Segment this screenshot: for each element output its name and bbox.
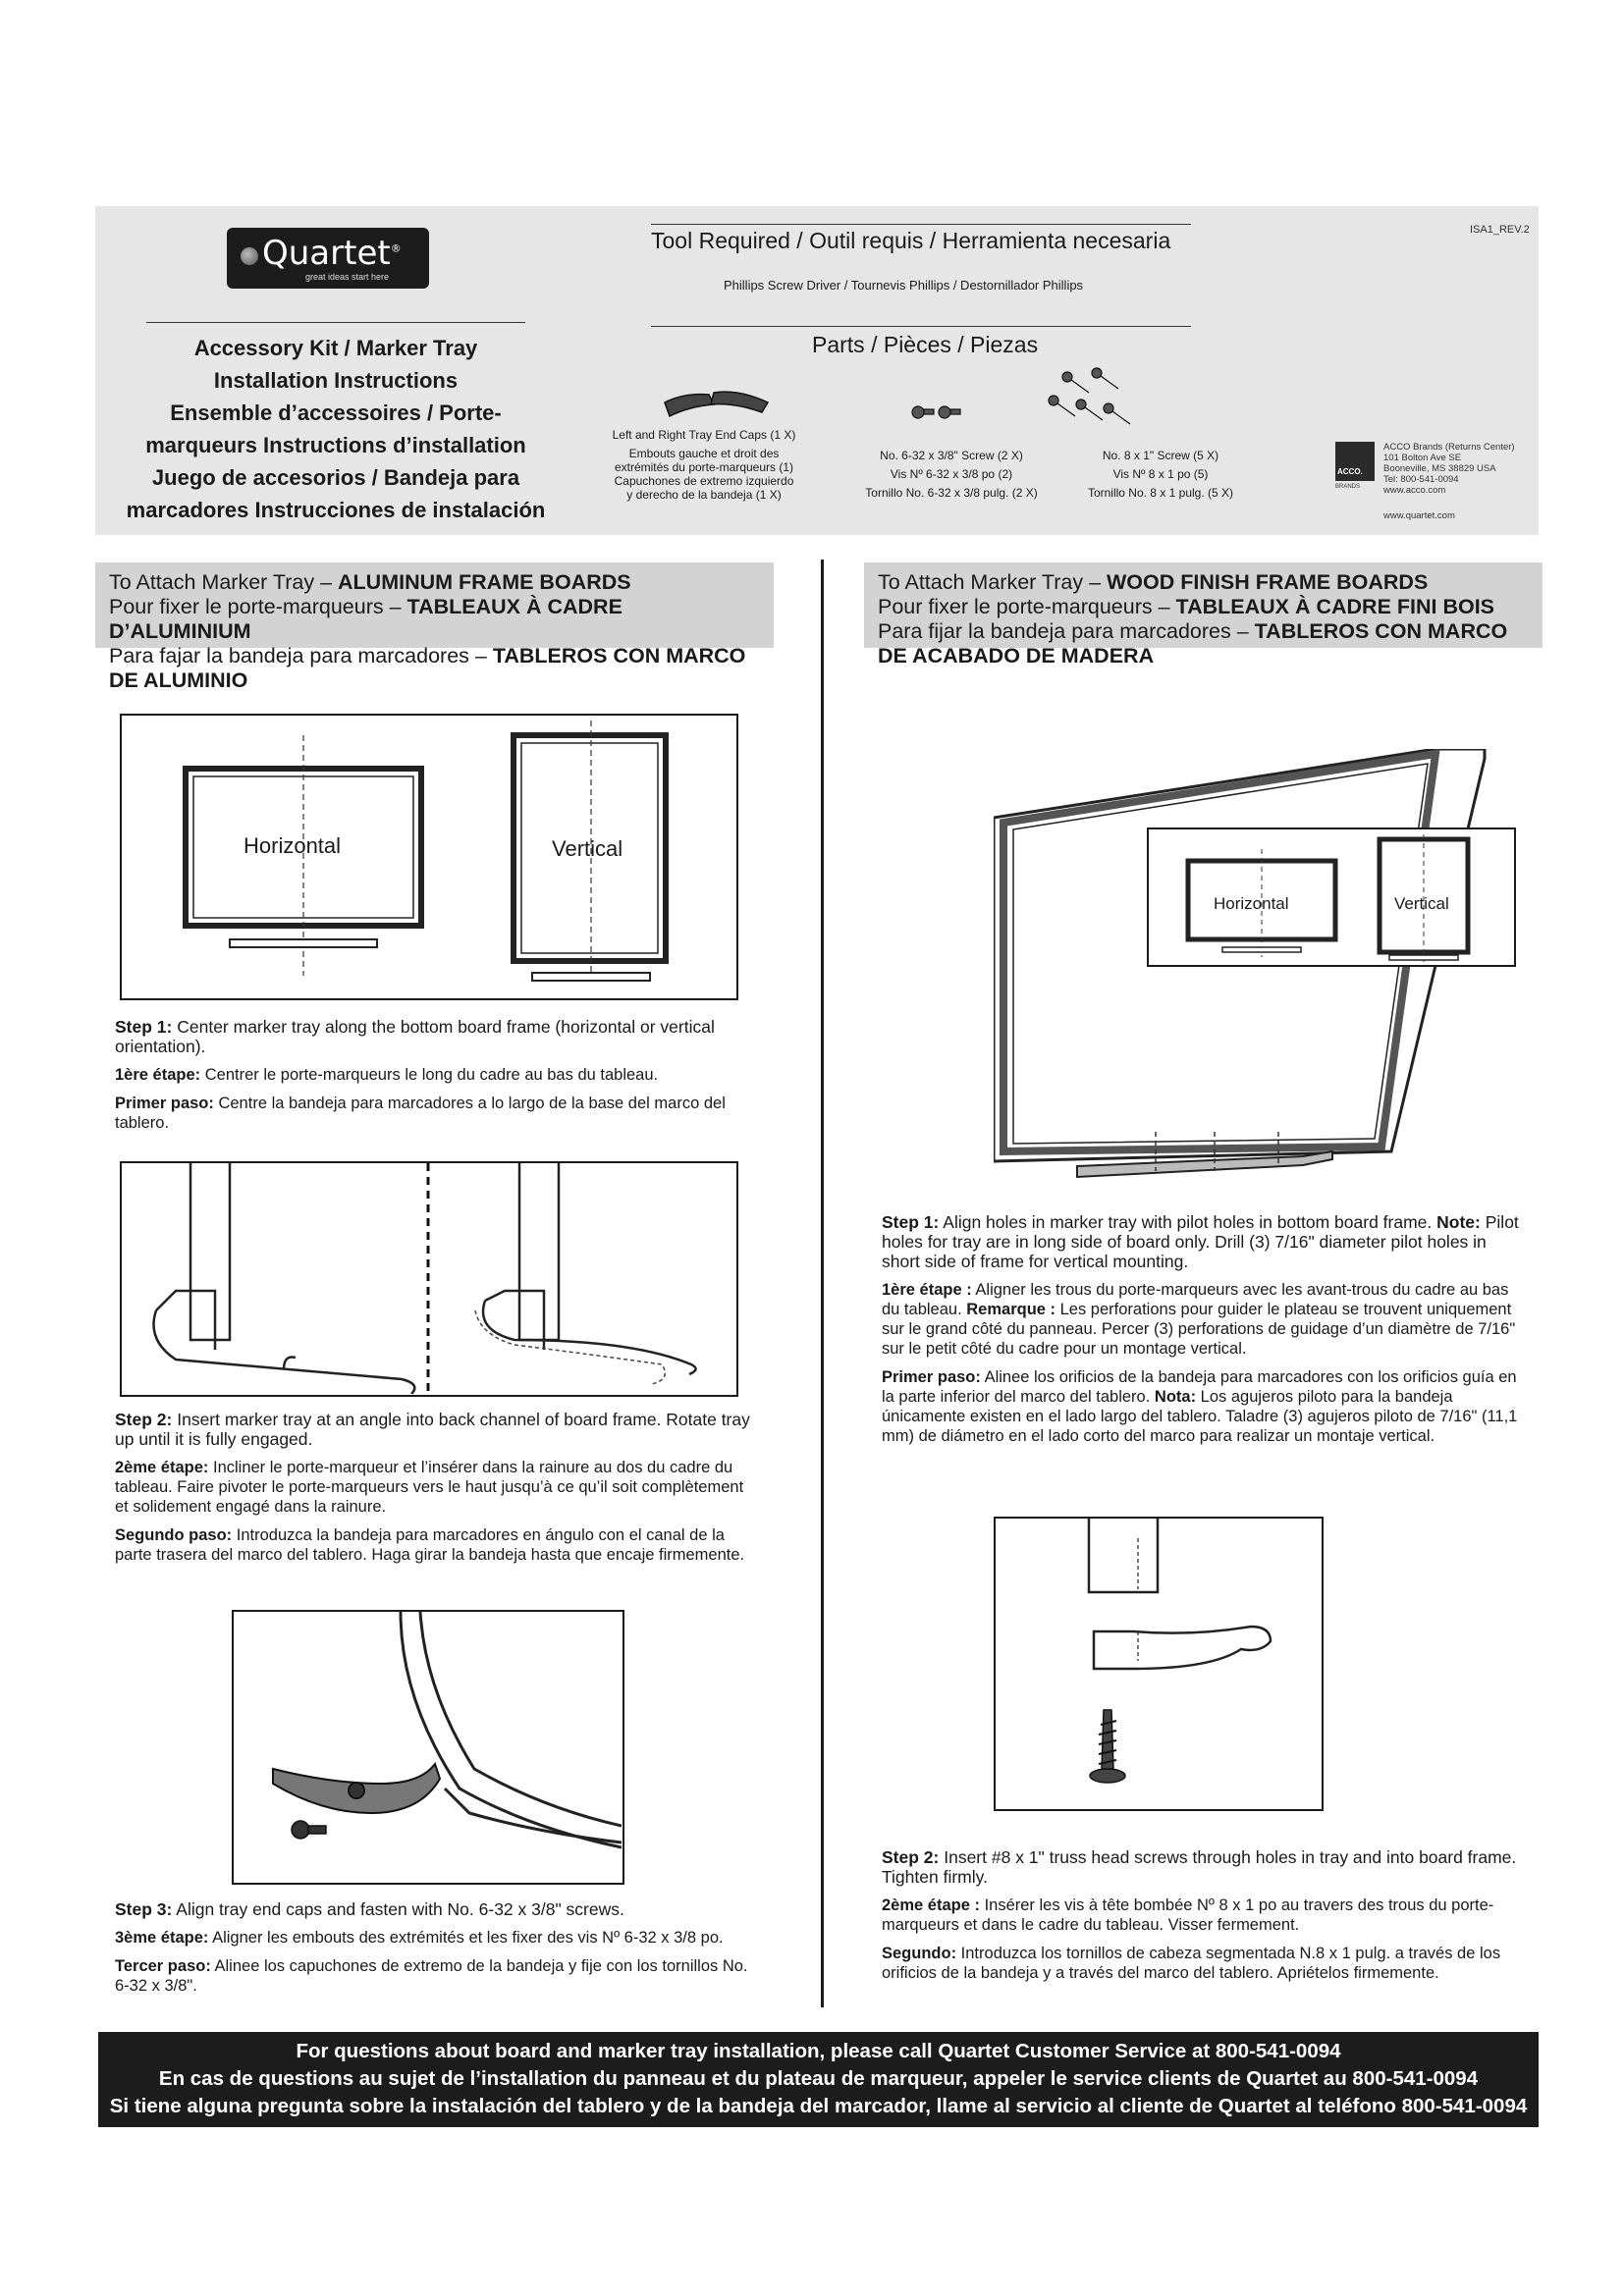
end-cap-part-icon [273, 1764, 440, 1813]
customer-service-footer [98, 2032, 1539, 2127]
footer-line-fr: En cas de questions au sujet de l’installation du panneau et du plateau de marqueur, appeler le service clients de Quartet au 800-541-0094 [158, 2067, 1479, 2090]
wood-board-diagram [994, 749, 1514, 1191]
insert-tray-diagram [122, 1163, 735, 1394]
figure-end-caps [232, 1610, 624, 1885]
horizontal-label: Horizontal [244, 833, 342, 858]
part-caption-long-screw [1057, 447, 1264, 503]
tool-description: Phillips Screw Driver / Tournevis Phillips / Destornillador Phillips [724, 278, 1084, 293]
part-line: Tornillo No. 8 x 1 pulg. (5 X) [1087, 486, 1234, 500]
logo-mark-icon [241, 247, 258, 265]
column-divider [821, 560, 824, 2007]
left-step-1: Step 1: Center marker tray along the bottom board frame (horizontal or vertical orientation). 1ère étape: Centrer le porte-marqueurs le long du cadre au bas du tableau. Primer paso: Centre la bandeja para marcadores a lo largo de la base del marco del tablero. [115, 1017, 726, 1132]
quartet-logo [227, 228, 429, 289]
wood-orientation-diagram [1149, 829, 1514, 965]
logo-tagline: great ideas start here [305, 272, 390, 282]
part-caption-end-caps [606, 428, 802, 502]
figure-truss-screw [994, 1517, 1324, 1811]
kit-title-line: Installation Instructions [213, 368, 459, 393]
tool-required-title: Tool Required / Outil requis / Herramienta necesaria [651, 228, 1171, 253]
figure-insert-tray [120, 1161, 738, 1397]
kit-title-line: marcadores Instrucciones de instalación [126, 498, 546, 522]
quartet-url: www.quartet.com [1383, 510, 1455, 521]
figure-wood-board [994, 749, 1514, 1191]
kit-title-line: Ensemble d’accessoires / Porte- [170, 400, 502, 425]
right-section-heading: To Attach Marker Tray – WOOD FINISH FRAME BOARDS Pour fixer le porte-marqueurs – TABLEAUX À CADRE FINI BOIS Para fijar la bandeja para marcadores – TABLEROS CON MARCO DE ACABADO DE MADERA [864, 562, 1543, 648]
part-line: Capuchones de extremo izquierdo [614, 474, 794, 488]
part-line: Tornillo No. 6-32 x 3/8 pulg. (2 X) [865, 486, 1038, 500]
screw-part-icon [292, 1821, 326, 1839]
header-panel [95, 206, 1539, 535]
revision-code: ISA1_REV.2 [1470, 224, 1530, 236]
kit-title-line: Accessory Kit / Marker Tray [193, 336, 478, 360]
parts-rule [651, 326, 1191, 327]
kit-title-rule [146, 322, 525, 323]
left-step-3: Step 3: Align tray end caps and fasten with No. 6-32 x 3/8" screws. 3ème étape: Aligner les embouts des extrémités et les fixer des vis Nº 6-32 x 3/8 po. Tercer paso: Alinee los capuchones de extremo de la bandeja y fije con los tornillos No. 6-32 x 3/8". [115, 1899, 748, 1995]
footer-line-en: For questions about board and marker tray installation, please call Quartet Customer Service at 800-541-0094 [296, 2040, 1341, 2062]
left-step-2: Step 2: Insert marker tray at an angle into back channel of board frame. Rotate tray up until it is fully engaged. 2ème étape: Incliner le porte-marqueur et l’insérer dans la rainure au dos du cadre du tableau. Faire pivoter le porte-marqueurs vers le haut jusqu’à ce qu’il soit complètement et solidement engagé dans la rainure. Segundo paso: Introduzca la bandeja para marcadores en ángulo con el canal de la parte trasera del marco del tablero. Haga girar la bandeja hasta que encaje firmemente. [115, 1410, 750, 1564]
acco-brands-logo [1335, 442, 1375, 481]
figure-orientation-aluminum [120, 714, 738, 1000]
long-screws-icon [1049, 368, 1130, 424]
tool-rule [651, 224, 1191, 225]
right-step-1: Step 1: Align holes in marker tray with pilot holes in bottom board frame. Note: Pilot holes for tray are in long side of board only. Drill (3) 7/16" diameter pilot holes in short side of frame for vertical mounting. 1ère étape : Aligner les trous du porte-marqueurs avec les avant-trous du cadre au bas du tableau. Remarque : Les perforations pour guider le plateau se trouvent uniquement sur le grand côté du panneau. Percer (3) perforations de guidage d’un diamètre de 7/16" sur le petit côté du cadre pour un montage vertical. Primer paso: Alinee los orificios de la bandeja para marcadores con los orificios guía en la parte inferior del marco del tablero. Nota: Los agujeros piloto para la bandeja únicamente existen en el lado largo del tablero. Taladre (3) agujeros piloto de 7/16" (11,1 mm) de diámetro en el lado corto del marco para realizar un montaje vertical. [882, 1212, 1519, 1445]
address-line: ACCO Brands (Returns Center) [1383, 442, 1515, 453]
truss-screw-diagram [996, 1519, 1322, 1809]
footer-line-es: Si tiene alguna pregunta sobre la instalación del tablero y de la bandeja del marcador, llame al servicio al cliente de Quartet al teléfono 800-541-0094 [109, 2095, 1528, 2117]
part-line: Vis Nº 8 x 1 po (5) [1112, 467, 1209, 481]
screw-icon [1090, 1710, 1125, 1783]
right-step-2: Step 2: Insert #8 x 1" truss head screws through holes in tray and into board frame. Tighten firmly. 2ème étape : Insérer les vis à tête bombée Nº 8 x 1 po au travers des trous du porte-marqueurs et dans le cadre du tableau. Visser fermement. Segundo: Introduzca los tornillos de cabeza segmentada N.8 x 1 pulg. a través de los orificios de la bandeja y a través del marco del tablero. Apriételos firmemente. [882, 1847, 1517, 1982]
part-line: extrémités du porte-marqueurs (1) [614, 460, 794, 474]
address-line: Booneville, MS 38829 USA [1383, 463, 1496, 474]
acco-address [1383, 442, 1515, 496]
parts-title: Parts / Pièces / Piezas [812, 332, 1039, 357]
end-caps-icon [665, 392, 768, 416]
part-line: No. 6-32 x 3/8" Screw (2 X) [880, 449, 1023, 462]
vertical-label: Vertical [552, 836, 623, 861]
part-line: Vis Nº 6-32 x 3/8 po (2) [890, 467, 1013, 481]
kit-title [125, 332, 547, 526]
acco-badge: ACCO. [1337, 467, 1363, 476]
address-line: Tel: 800-541-0094 [1383, 474, 1459, 485]
small-screws-icon [912, 406, 960, 418]
part-line: y derecho de la bandeja (1 X) [626, 488, 782, 502]
address-line: 101 Bolton Ave SE [1383, 453, 1462, 463]
address-line: www.acco.com [1383, 485, 1446, 496]
horizontal-label: Horizontal [1214, 894, 1289, 913]
part-line: Left and Right Tray End Caps (1 X) [612, 428, 796, 442]
kit-title-line: marqueurs Instructions d’installation [145, 433, 526, 457]
figure-orientation-wood [1147, 828, 1516, 967]
orientation-diagram [122, 716, 735, 997]
part-line: No. 8 x 1" Screw (5 X) [1102, 449, 1219, 462]
kit-title-line: Juego de accesorios / Bandeja para [151, 465, 520, 490]
logo-name: Quartet® [262, 234, 402, 273]
vertical-label: Vertical [1394, 894, 1449, 913]
part-line: Embouts gauche et droit des [628, 447, 780, 460]
end-caps-diagram [234, 1612, 622, 1882]
acco-sub: BRANDS [1335, 484, 1361, 490]
left-section-heading: To Attach Marker Tray – ALUMINUM FRAME BOARDS Pour fixer le porte-marqueurs – TABLEAUX À CADRE D’ALUMINIUM Para fajar la bandeja para marcadores – TABLEROS CON MARCO DE ALUMINIO [95, 562, 774, 648]
part-caption-small-screw [843, 447, 1059, 503]
